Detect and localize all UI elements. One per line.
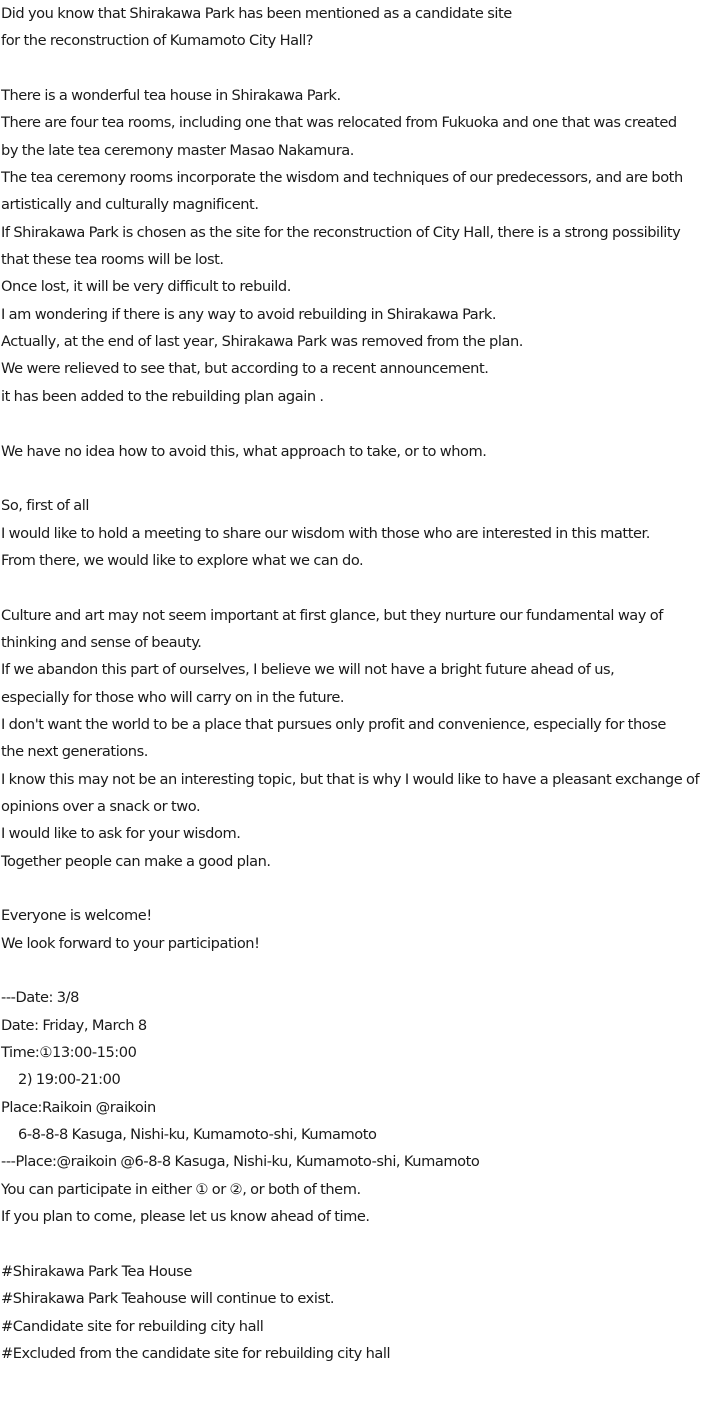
text-line: We have no idea how to avoid this, what approach to take, or to whom. — [1, 442, 487, 460]
text-line: I don't want the world to be a place that pursues only profit and convenience, especially for those — [1, 715, 666, 733]
blank-line — [1, 465, 720, 492]
event-date-line: Date: Friday, March 8 — [1, 1016, 147, 1034]
event-place-line: Place:Raikoin @raikoin — [1, 1098, 156, 1116]
text-line: If you plan to come, please let us know ahead of time. — [1, 1208, 370, 1226]
text-line: by the late tea ceremony master Masao Nakamura. — [1, 141, 354, 159]
text-line: From there, we would like to explore what we can do. — [1, 551, 364, 569]
blank-line — [1, 55, 720, 82]
text-line: You can participate in either ① or ②, or both of them. — [1, 1180, 361, 1198]
text-line: We were relieved to see that, but according to a recent announcement. — [1, 360, 489, 378]
text-line: Everyone is welcome! — [1, 907, 152, 925]
hashtag: #Candidate site for rebuilding city hall — [1, 1317, 264, 1335]
text-line: especially for those who will carry on in the future. — [1, 688, 345, 706]
text-line: Did you know that Shirakawa Park has been mentioned as a candidate site — [1, 5, 512, 22]
text-line: I know this may not be an interesting topic, but that is why I would like to have a pleasant exchange of — [1, 770, 700, 788]
text-line: it has been added to the rebuilding plan again . — [1, 387, 324, 405]
text-line: If we abandon this part of ourselves, I believe we will not have a bright future ahead of us, — [1, 661, 615, 679]
text-line: thinking and sense of beauty. — [1, 633, 202, 651]
blank-line — [1, 875, 720, 902]
text-line: Actually, at the end of last year, Shirakawa Park was removed from the plan. — [1, 333, 523, 351]
blank-line — [1, 957, 720, 984]
hashtag: #Excluded from the candidate site for rebuilding city hall — [1, 1344, 391, 1362]
blank-line — [1, 410, 720, 437]
text-line: I am wondering if there is any way to avoid rebuilding in Shirakawa Park. — [1, 305, 497, 323]
text-line: I would like to ask for your wisdom. — [1, 825, 241, 843]
text-line: So, first of all — [1, 497, 89, 515]
text-line: There is a wonderful tea house in Shirakawa Park. — [1, 87, 341, 105]
text-line: The tea ceremony rooms incorporate the wisdom and techniques of our predecessors, and are both — [1, 169, 683, 187]
text-line: If Shirakawa Park is chosen as the site for the reconstruction of City Hall, there is a strong possibility — [1, 223, 681, 241]
text-line: I would like to hold a meeting to share our wisdom with those who are interested in this matter. — [1, 524, 650, 542]
hashtag: #Shirakawa Park Tea House — [1, 1262, 192, 1280]
event-time-line: Time:①13:00-15:00 — [1, 1044, 137, 1062]
text-line: There are four tea rooms, including one that was relocated from Fukuoka and one that was created — [1, 114, 677, 132]
text-line: Together people can make a good plan. — [1, 852, 271, 870]
hashtag: #Shirakawa Park Teahouse will continue to exist. — [1, 1290, 335, 1308]
event-place-line: ---Place:@raikoin @6-8-8 Kasuga, Nishi-ku, Kumamoto-shi, Kumamoto — [1, 1153, 480, 1171]
text-line: opinions over a snack or two. — [1, 797, 201, 815]
event-date-line: ---Date: 3/8 — [1, 989, 79, 1007]
blank-line — [1, 1230, 720, 1257]
text-line: that these tea rooms will be lost. — [1, 251, 224, 269]
text-line: We look forward to your participation! — [1, 934, 260, 952]
text-line: for the reconstruction of Kumamoto City Hall? — [1, 32, 314, 50]
text-line: Once lost, it will be very difficult to rebuild. — [1, 278, 291, 296]
text-line: artistically and culturally magnificent. — [1, 196, 259, 214]
text-line: the next generations. — [1, 743, 148, 761]
text-line: Culture and art may not seem important at first glance, but they nurture our fundamental way of — [1, 606, 663, 624]
event-time-line: 2) 19:00-21:00 — [18, 1071, 121, 1089]
event-address-line: 6-8-8-8 Kasuga, Nishi-ku, Kumamoto-shi, Kumamoto — [18, 1126, 377, 1144]
post-text-body — [1, 0, 720, 1367]
blank-line — [1, 574, 720, 601]
